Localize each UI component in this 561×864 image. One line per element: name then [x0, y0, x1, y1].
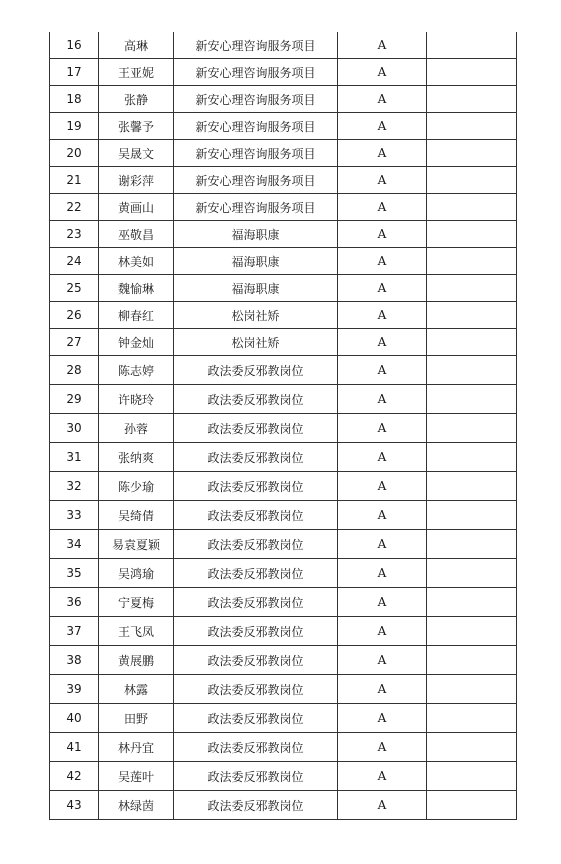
project-cell: 新安心理咨询服务项目: [174, 32, 338, 59]
table-row: [50, 704, 517, 733]
project-cell: 政法委反邪教岗位: [174, 704, 338, 733]
name-cell: 吴晟文: [99, 140, 174, 167]
table-row: [50, 86, 517, 113]
project-cell: 新安心理咨询服务项目: [174, 194, 338, 221]
project-cell: 新安心理咨询服务项目: [174, 59, 338, 86]
row-number-cell: 23: [50, 221, 99, 248]
project-cell: 政法委反邪教岗位: [174, 733, 338, 762]
note-cell: [427, 248, 517, 275]
name-cell: 黄展鹏: [99, 646, 174, 675]
table-row: [50, 617, 517, 646]
table-row: [50, 248, 517, 275]
project-cell: 政法委反邪教岗位: [174, 559, 338, 588]
grade-cell: A: [338, 762, 427, 791]
project-cell: 政法委反邪教岗位: [174, 791, 338, 820]
grade-cell: A: [338, 791, 427, 820]
name-cell: 王亚妮: [99, 59, 174, 86]
note-cell: [427, 443, 517, 472]
grade-cell: A: [338, 167, 427, 194]
grade-cell: A: [338, 675, 427, 704]
note-cell: [427, 356, 517, 385]
name-cell: 黄画山: [99, 194, 174, 221]
row-number-cell: 18: [50, 86, 99, 113]
name-cell: 张纳爽: [99, 443, 174, 472]
note-cell: [427, 675, 517, 704]
project-cell: 政法委反邪教岗位: [174, 414, 338, 443]
project-cell: 政法委反邪教岗位: [174, 646, 338, 675]
grade-cell: A: [338, 530, 427, 559]
name-cell: 孙蓉: [99, 414, 174, 443]
note-cell: [427, 167, 517, 194]
name-cell: 林美如: [99, 248, 174, 275]
row-number-cell: 31: [50, 443, 99, 472]
table-row: [50, 559, 517, 588]
table-row: [50, 221, 517, 248]
table-row: [50, 113, 517, 140]
row-number-cell: 25: [50, 275, 99, 302]
note-cell: [427, 646, 517, 675]
project-cell: 松岗社矫: [174, 302, 338, 329]
row-number-cell: 17: [50, 59, 99, 86]
note-cell: [427, 329, 517, 356]
row-number-cell: 32: [50, 472, 99, 501]
note-cell: [427, 32, 517, 59]
table-row: [50, 59, 517, 86]
note-cell: [427, 559, 517, 588]
grade-cell: A: [338, 248, 427, 275]
grade-cell: A: [338, 501, 427, 530]
table-row: [50, 414, 517, 443]
roster-table-body: [50, 32, 517, 820]
name-cell: 柳春红: [99, 302, 174, 329]
table-row: [50, 443, 517, 472]
name-cell: 吴莲叶: [99, 762, 174, 791]
name-cell: 高琳: [99, 32, 174, 59]
grade-cell: A: [338, 733, 427, 762]
row-number-cell: 26: [50, 302, 99, 329]
note-cell: [427, 530, 517, 559]
note-cell: [427, 617, 517, 646]
name-cell: 林丹宜: [99, 733, 174, 762]
row-number-cell: 34: [50, 530, 99, 559]
row-number-cell: 42: [50, 762, 99, 791]
grade-cell: A: [338, 275, 427, 302]
grade-cell: A: [338, 559, 427, 588]
name-cell: 张馨予: [99, 113, 174, 140]
row-number-cell: 39: [50, 675, 99, 704]
table-row: [50, 472, 517, 501]
project-cell: 政法委反邪教岗位: [174, 472, 338, 501]
table-row: [50, 194, 517, 221]
note-cell: [427, 472, 517, 501]
name-cell: 钟金灿: [99, 329, 174, 356]
project-cell: 政法委反邪教岗位: [174, 356, 338, 385]
table-row: [50, 385, 517, 414]
project-cell: 政法委反邪教岗位: [174, 762, 338, 791]
note-cell: [427, 733, 517, 762]
grade-cell: A: [338, 472, 427, 501]
name-cell: 张静: [99, 86, 174, 113]
row-number-cell: 21: [50, 167, 99, 194]
grade-cell: A: [338, 113, 427, 140]
grade-cell: A: [338, 59, 427, 86]
grade-cell: A: [338, 588, 427, 617]
note-cell: [427, 501, 517, 530]
row-number-cell: 40: [50, 704, 99, 733]
project-cell: 新安心理咨询服务项目: [174, 113, 338, 140]
grade-cell: A: [338, 194, 427, 221]
row-number-cell: 22: [50, 194, 99, 221]
grade-cell: A: [338, 385, 427, 414]
table-row: [50, 167, 517, 194]
row-number-cell: 29: [50, 385, 99, 414]
note-cell: [427, 86, 517, 113]
table-row: [50, 329, 517, 356]
grade-cell: A: [338, 221, 427, 248]
table-row: [50, 275, 517, 302]
row-number-cell: 37: [50, 617, 99, 646]
name-cell: 许晓玲: [99, 385, 174, 414]
table-row: [50, 501, 517, 530]
row-number-cell: 20: [50, 140, 99, 167]
grade-cell: A: [338, 704, 427, 733]
note-cell: [427, 113, 517, 140]
grade-cell: A: [338, 302, 427, 329]
table-row: [50, 762, 517, 791]
project-cell: 福海职康: [174, 221, 338, 248]
row-number-cell: 38: [50, 646, 99, 675]
grade-cell: A: [338, 443, 427, 472]
note-cell: [427, 275, 517, 302]
project-cell: 新安心理咨询服务项目: [174, 86, 338, 113]
row-number-cell: 43: [50, 791, 99, 820]
table-row: [50, 140, 517, 167]
note-cell: [427, 221, 517, 248]
project-cell: 政法委反邪教岗位: [174, 501, 338, 530]
table-row: [50, 530, 517, 559]
row-number-cell: 30: [50, 414, 99, 443]
row-number-cell: 28: [50, 356, 99, 385]
name-cell: 林露: [99, 675, 174, 704]
name-cell: 吴绮倩: [99, 501, 174, 530]
table-row: [50, 302, 517, 329]
note-cell: [427, 385, 517, 414]
row-number-cell: 35: [50, 559, 99, 588]
project-cell: 政法委反邪教岗位: [174, 443, 338, 472]
name-cell: 田野: [99, 704, 174, 733]
table-row: [50, 646, 517, 675]
name-cell: 陈少瑜: [99, 472, 174, 501]
note-cell: [427, 704, 517, 733]
note-cell: [427, 59, 517, 86]
project-cell: 新安心理咨询服务项目: [174, 140, 338, 167]
table-row: [50, 791, 517, 820]
table-row: [50, 588, 517, 617]
name-cell: 陈志婷: [99, 356, 174, 385]
note-cell: [427, 140, 517, 167]
project-cell: 新安心理咨询服务项目: [174, 167, 338, 194]
name-cell: 谢彩萍: [99, 167, 174, 194]
note-cell: [427, 302, 517, 329]
row-number-cell: 24: [50, 248, 99, 275]
table-row: [50, 675, 517, 704]
grade-cell: A: [338, 414, 427, 443]
table-row: [50, 32, 517, 59]
name-cell: 林绿茵: [99, 791, 174, 820]
grade-cell: A: [338, 617, 427, 646]
project-cell: 福海职康: [174, 248, 338, 275]
grade-cell: A: [338, 140, 427, 167]
project-cell: 政法委反邪教岗位: [174, 588, 338, 617]
row-number-cell: 16: [50, 32, 99, 59]
note-cell: [427, 414, 517, 443]
project-cell: 政法委反邪教岗位: [174, 385, 338, 414]
note-cell: [427, 588, 517, 617]
row-number-cell: 33: [50, 501, 99, 530]
name-cell: 魏愉琳: [99, 275, 174, 302]
grade-cell: A: [338, 86, 427, 113]
grade-cell: A: [338, 329, 427, 356]
name-cell: 吴鸿瑜: [99, 559, 174, 588]
project-cell: 松岗社矫: [174, 329, 338, 356]
note-cell: [427, 791, 517, 820]
row-number-cell: 27: [50, 329, 99, 356]
name-cell: 宁夏梅: [99, 588, 174, 617]
project-cell: 政法委反邪教岗位: [174, 530, 338, 559]
grade-cell: A: [338, 646, 427, 675]
row-number-cell: 41: [50, 733, 99, 762]
project-cell: 福海职康: [174, 275, 338, 302]
row-number-cell: 19: [50, 113, 99, 140]
name-cell: 易袁夏颖: [99, 530, 174, 559]
name-cell: 王飞凤: [99, 617, 174, 646]
grade-cell: A: [338, 32, 427, 59]
note-cell: [427, 194, 517, 221]
grade-cell: A: [338, 356, 427, 385]
name-cell: 巫敬昌: [99, 221, 174, 248]
table-row: [50, 733, 517, 762]
roster-table: [49, 32, 517, 820]
row-number-cell: 36: [50, 588, 99, 617]
project-cell: 政法委反邪教岗位: [174, 617, 338, 646]
table-row: [50, 356, 517, 385]
note-cell: [427, 762, 517, 791]
project-cell: 政法委反邪教岗位: [174, 675, 338, 704]
